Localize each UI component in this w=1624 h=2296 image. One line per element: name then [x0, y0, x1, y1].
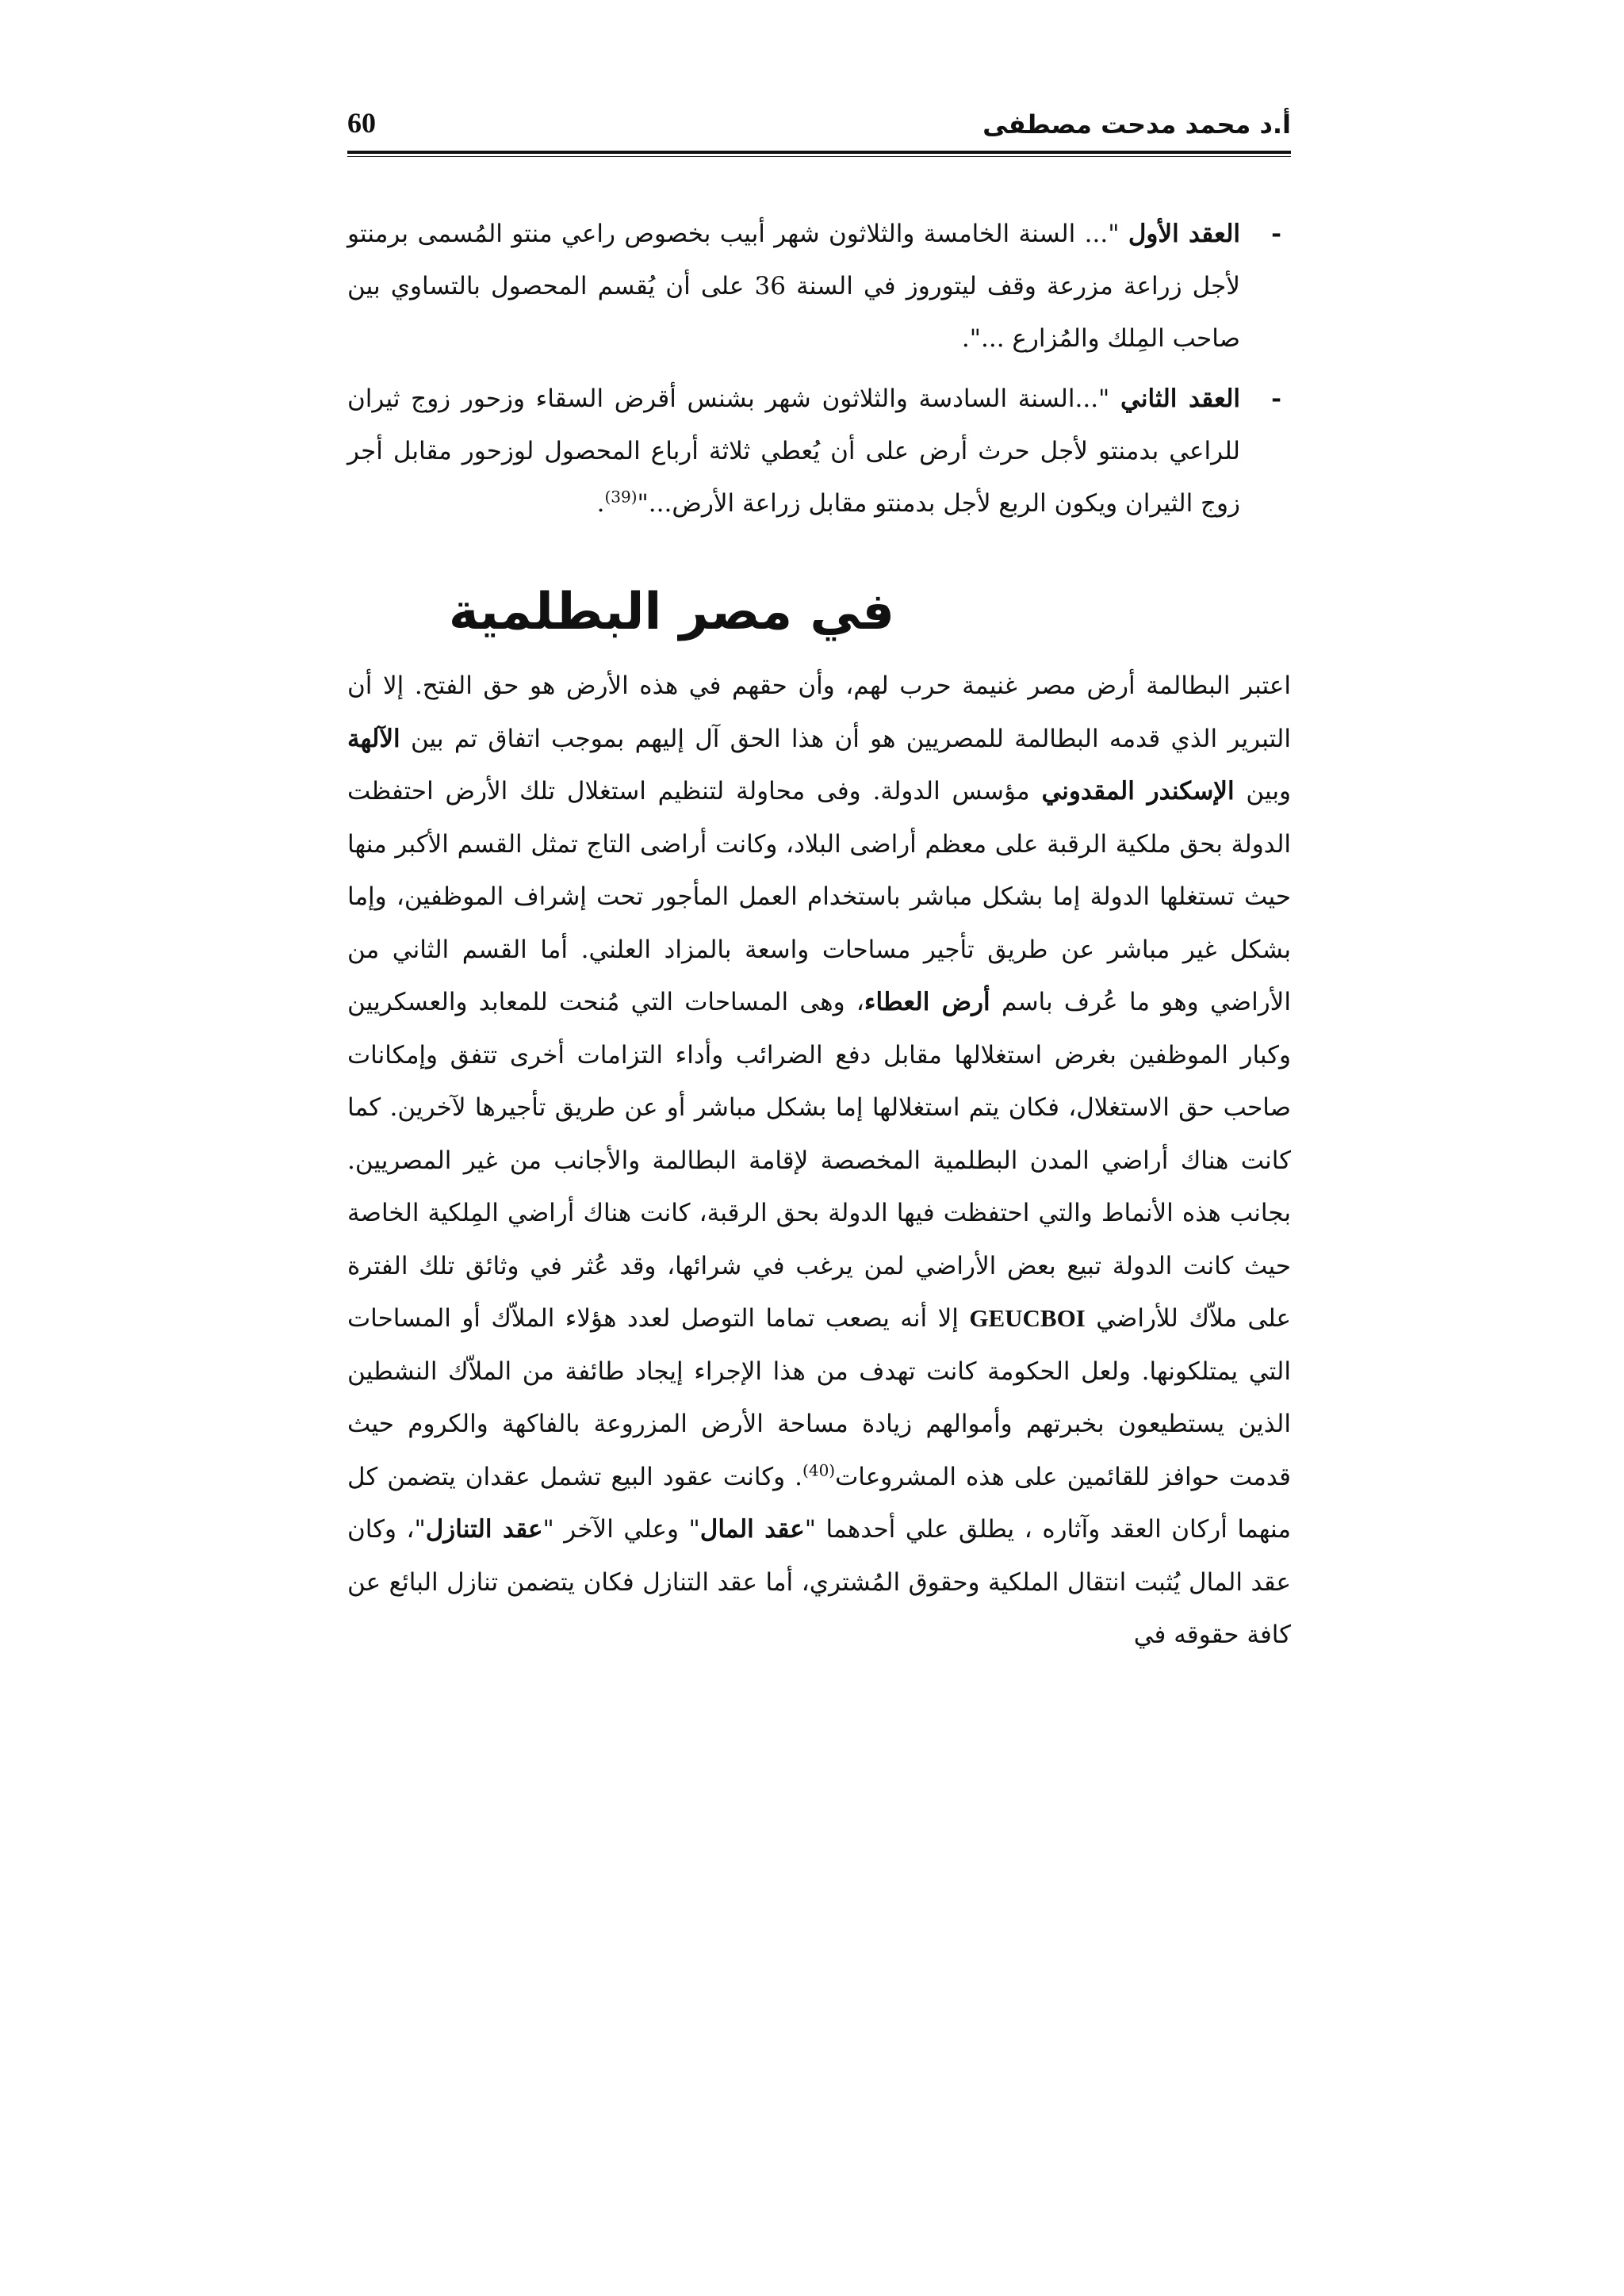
- section-paragraph: [347, 660, 1291, 1662]
- page-number: 60: [347, 107, 376, 139]
- header-rule: [347, 151, 1291, 154]
- contract-item-1: [347, 208, 1291, 365]
- contract-label: العقد الأول: [1128, 220, 1240, 248]
- header-rule-thin: [347, 156, 1291, 157]
- text-run: . وكانت عقود البيع تشمل عقدان يتضمن كل منهما أركان العقد وآثاره ، يطلق علي أحدهما ": [347, 1462, 1292, 1544]
- text-run: اعتبر البطالمة أرض مصر غنيمة حرب لهم، وأن حقهم في هذه الأرض هو حق الفتح. إلا أن التبرير الذي قدمه البطالمة للمصريين هو أن هذا الحق آل إليهم بموجب اتفاق تم بين: [347, 672, 1291, 753]
- bold-term: الإسكندر المقدوني: [1041, 777, 1235, 806]
- text-run: مؤسس الدولة. وفى محاولة لتنظيم استغلال تلك الأرض احتفظت الدولة بحق ملكية الرقبة على معظم أراضى البلاد، وكانت أراضى التاج تمثل القسم الأكبر منها حيث تستغلها الدولة إما بشكل مباشر باستخدام العمل المأجور تحت إشراف الموظفين، وإما بشكل غير مباشر عن طريق تأجير مساحات واسعة بالمزاد العلني. أما القسم الثاني من الأراضي وهو ما عُرف باسم: [347, 777, 1291, 1016]
- section-heading: في مصر البطلمية: [448, 583, 894, 641]
- contract-item-2: - العقد الثاني "...السنة السادسة والثلاثون شهر بشنس أقرض السقاء وزحور زوج ثيران للراعي بدمنتو لأجل حرث أرض على أن يُعطي ثلاثة أرباع المحصول لوزحور مقابل أجر زوج الثيران ويكون الربع لأجل بدمنتو مقابل زراعة الأرض..."$^{(39)}$.: [347, 373, 1291, 530]
- bold-term: عقد المال: [699, 1515, 805, 1544]
- latin-term: GEUCBOI: [969, 1304, 1086, 1332]
- contract-text: "...السنة السادسة والثلاثون شهر بشنس أقرض السقاء وزحور زوج ثيران للراعي بدمنتو لأجل حرث أرض على أن يُعطي ثلاثة أرباع المحصول لوزحور مقابل أجر زوج الثيران ويكون الربع لأجل بدمنتو مقابل زراعة الأرض...": [347, 385, 1240, 518]
- bold-term: أرض العطاء: [864, 988, 990, 1016]
- bullet-dash: -: [1271, 220, 1281, 248]
- bullet-dash: -: [1271, 385, 1281, 413]
- page-body: [347, 208, 1291, 1662]
- text-run: "، وكان عقد المال يُثبت انتقال الملكية وحقوق المُشتري، أما عقد التنازل فكان يتضمن تنازل البائع عن كافة حقوقه في: [347, 1515, 1291, 1649]
- text-run: " وعلي الآخر ": [542, 1515, 700, 1544]
- text-run: ، وهى المساحات التي مُنحت للمعابد والعسكريين وكبار الموظفين بغرض استغلالها مقابل دفع الضرائب وأداء التزامات أخرى تتفق وإمكانات صاحب حق الاستغلال، فكان يتم استغلالها إما بشكل مباشر أو عن طريق تأجيرها لآخرين. كما كانت هناك أراضي المدن البطلمية المخصصة لإقامة البطالمة والأجانب من غير المصريين. بجانب هذه الأنماط والتي احتفظت فيها الدولة بحق الرقبة، كانت هناك أراضي المِلكية الخاصة حيث كانت الدولة تبيع بعض الأراضي لمن يرغب في شرائها، وقد عُثر في وثائق تلك الفترة على ملاّك للأراضي: [347, 988, 1292, 1333]
- footnote-ref: (40): [802, 1460, 836, 1480]
- text-run: إلا أنه يصعب تماما التوصل لعدد هؤلاء الملاّك أو المساحات التي يمتلكونها. ولعل الحكومة كانت تهدف من هذا الإجراء إيجاد طائفة من الملاّك النشطين الذين يستطيعون بخبرتهم وأموالهم زيادة مساحة الأرض المزروعة بالفاكهة والكروم حيث قدمت حوافز للقائمين على هذه المشروعات: [347, 1304, 1291, 1491]
- header-author: أ.د محمد مدحت مصطفى: [982, 109, 1291, 140]
- running-header: [347, 101, 1291, 146]
- bold-term: الآلهة: [347, 724, 400, 753]
- text-run: وبين: [1234, 777, 1291, 806]
- bold-term: عقد التنازل: [425, 1515, 543, 1544]
- contract-label: العقد الثاني: [1120, 385, 1240, 413]
- footnote-ref: (39): [604, 487, 638, 507]
- contract-text: "... السنة الخامسة والثلاثون شهر أبيب بخصوص راعي منتو المُسمى برمنتو لأجل زراعة مزرعة وقف ليتوروز في السنة 36 على أن يُقسم المحصول بالتساوي بين صاحب المِلك والمُزارع ...".: [347, 220, 1240, 353]
